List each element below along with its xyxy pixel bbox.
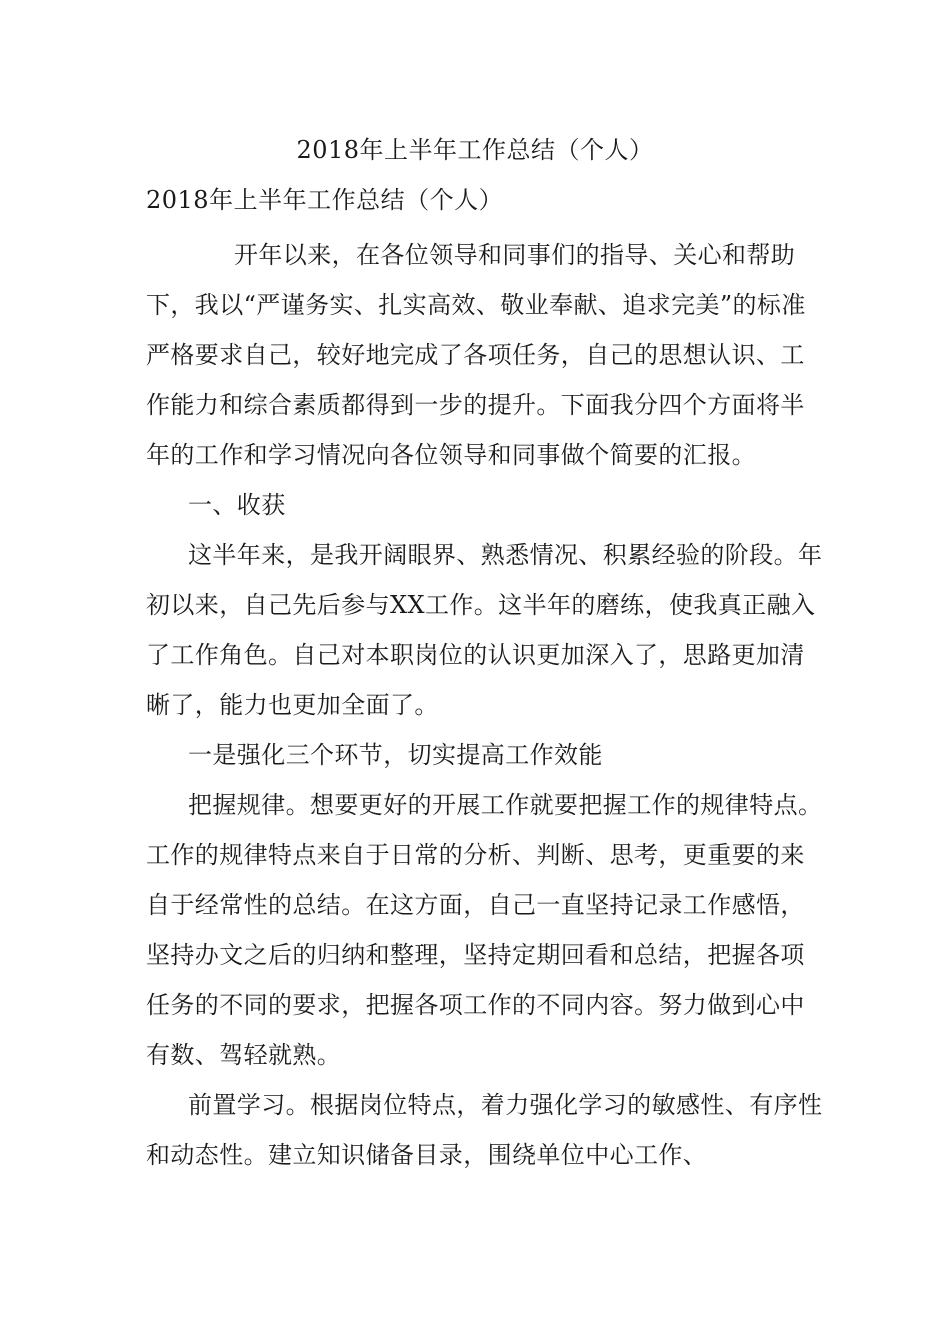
paragraph-harvest: 这半年来，是我开阔眼界、熟悉情况、积累经验的阶段。年初以来，自己先后参与XX工作。这半年的磨练，使我真正融入了工作角色。自己对本职岗位的认识更加深入了，思路更加清晰了，能力也更加全面了。: [146, 541, 823, 719]
document-title: 2018年上半年工作总结（个人）: [296, 136, 654, 164]
section-heading-harvest: 一、收获: [188, 491, 286, 519]
subheading-three-links: 一是强化三个环节，切实提高工作效能: [188, 741, 603, 769]
document-subtitle: 2018年上半年工作总结（个人）: [146, 186, 504, 214]
paragraph-grasp-rules: 把握规律。想要更好的开展工作就要把握工作的规律特点。工作的规律特点来自于日常的分析、判断、思考，更重要的来自于经常性的总结。在这方面，自己一直坚持记录工作感悟，坚持办文之后的归纳和整理，坚持定期回看和总结，把握各项任务的不同的要求，把握各项工作的不同内容。努力做到心中有数、驾轻就熟。: [146, 791, 823, 1069]
paragraph-intro: 开年以来，在各位领导和同事们的指导、关心和帮助下，我以“严谨务实、扎实高效、敬业奉献、追求完美”的标准严格要求自己，较好地完成了各项任务，自己的思想认识、工作能力和综合素质都得到一步的提升。下面我分四个方面将半年的工作和学习情况向各位领导和同事做个简要的汇报。: [146, 241, 806, 469]
document-body: [146, 230, 826, 1180]
paragraph-front-learning: 前置学习。根据岗位特点，着力强化学习的敏感性、有序性和动态性。建立知识储备目录，围绕单位中心工作、: [146, 1091, 823, 1169]
